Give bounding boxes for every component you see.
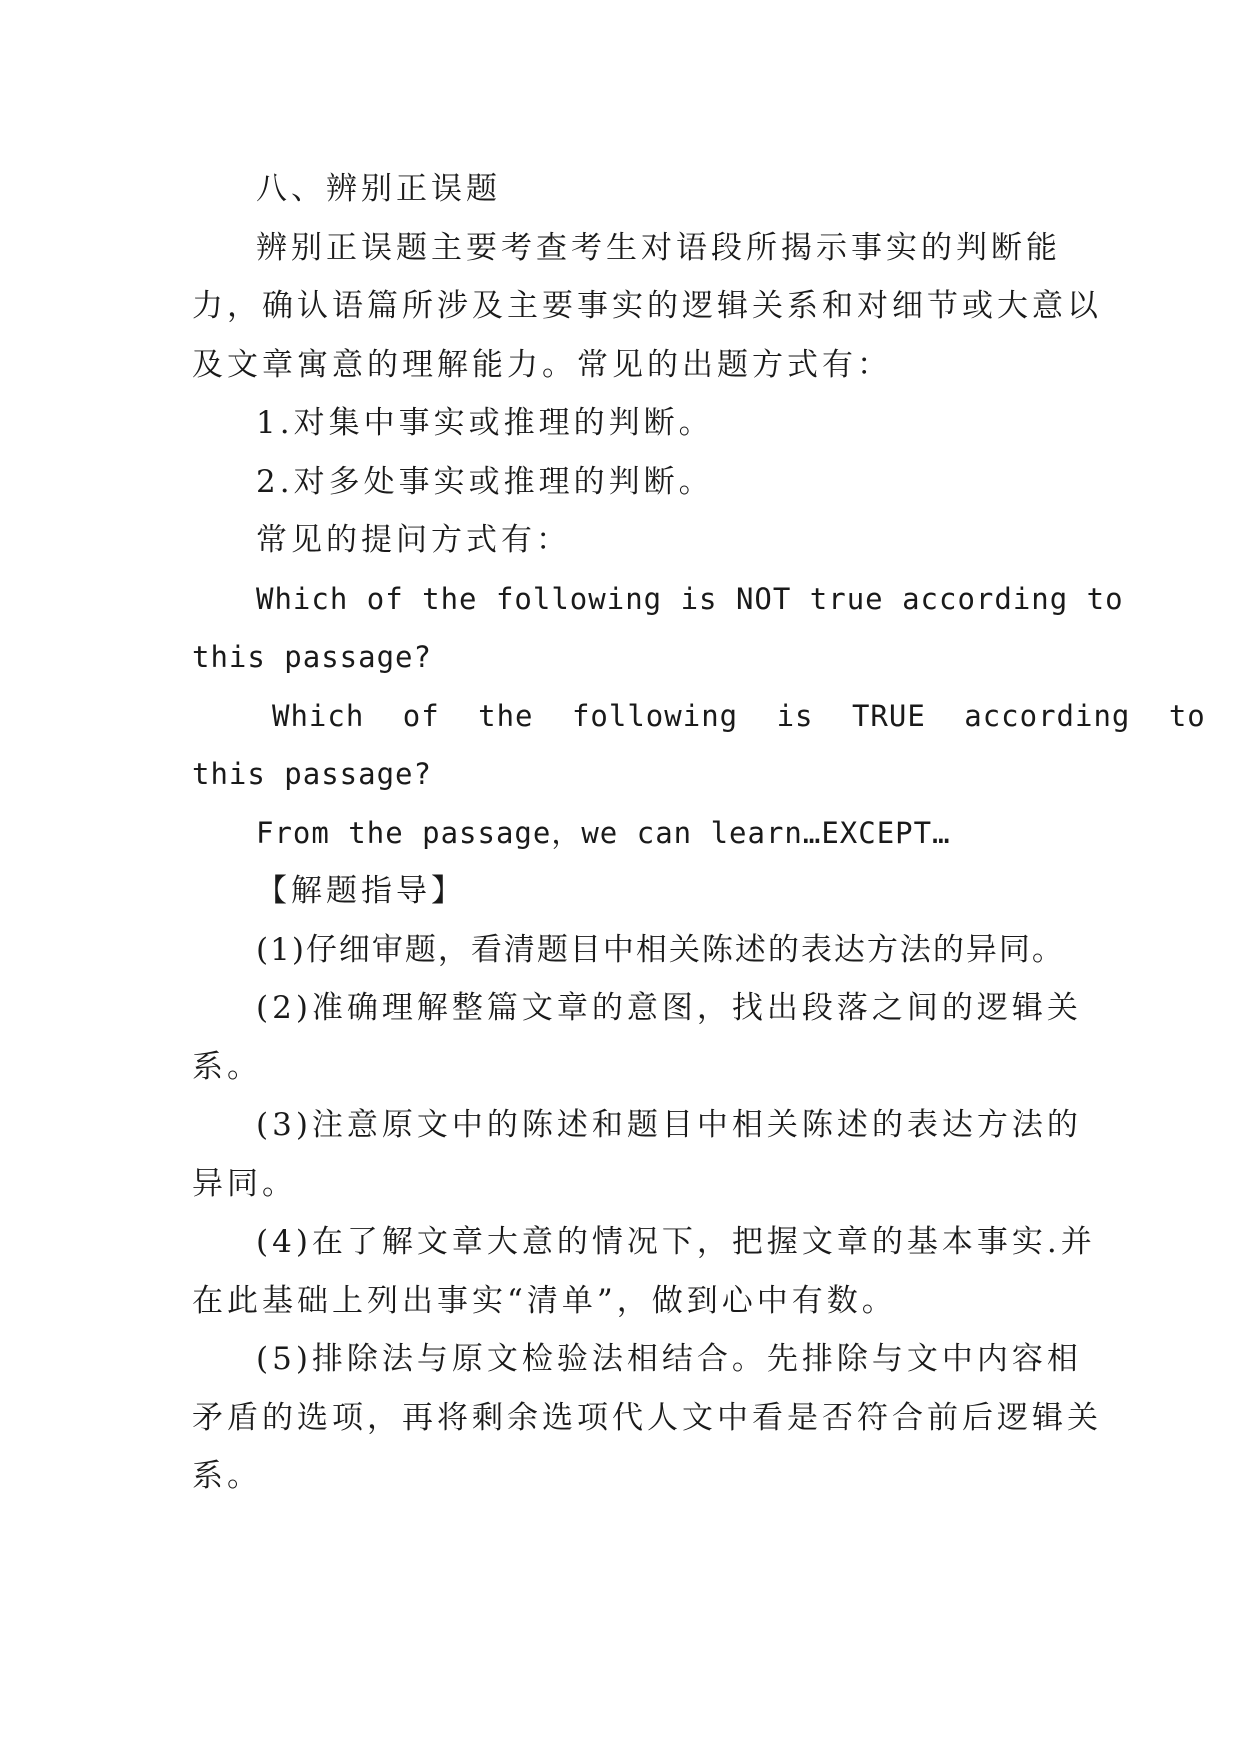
guide-item-5-line-3: 系。 [192, 1458, 262, 1494]
guide-item-5-line-2: 矛盾的选项，再将剩余选项代人文中看是否符合前后逻辑关 [192, 1399, 1102, 1436]
guide-item-4-line-1: (4)在了解文章大意的情况下，把握文章的基本事实.并 [256, 1224, 1096, 1260]
question-type-2: 2.对多处事实或推理的判断。 [256, 463, 714, 500]
question-example-2-line-1: Which of the following is TRUE according to [272, 698, 1206, 733]
guide-item-1: (1)仔细审题，看清题目中相关陈述的表达方法的异同。 [256, 931, 1065, 968]
question-example-3: From the passage，we can learn…EXCEPT… [256, 815, 951, 850]
document-body [192, 160, 1206, 1506]
guide-title: 【解题指导】 [256, 873, 466, 909]
guide-item-5-line-1: (5)排除法与原文检验法相结合。先排除与文中内容相 [256, 1341, 1082, 1377]
guide-item-3-line-1: (3)注意原文中的陈述和题目中相关陈述的表达方法的 [256, 1107, 1082, 1143]
question-intro: 常见的提问方式有： [256, 522, 571, 558]
question-example-2-line-2: this passage? [192, 757, 432, 791]
question-example-1-line-1: Which of the following is NOT true according to [256, 581, 1124, 616]
intro-line-2: 力，确认语篇所涉及主要事实的逻辑关系和对细节或大意以 [192, 288, 1102, 324]
question-type-1: 1.对集中事实或推理的判断。 [256, 405, 714, 441]
guide-item-4-line-2: 在此基础上列出事实“清单”，做到心中有数。 [192, 1282, 897, 1319]
section-heading: 八、辨别正误题 [256, 171, 501, 207]
guide-item-3-line-2: 异同。 [192, 1165, 297, 1202]
question-example-1-line-2: this passage? [192, 640, 432, 674]
guide-item-2-line-1: (2)准确理解整篇文章的意图，找出段落之间的逻辑关 [256, 990, 1082, 1026]
intro-line-1: 辨别正误题主要考查考生对语段所揭示事实的判断能 [256, 229, 1061, 266]
intro-line-3: 及文章寓意的理解能力。常见的出题方式有： [192, 346, 892, 383]
guide-item-2-line-2: 系。 [192, 1048, 262, 1085]
